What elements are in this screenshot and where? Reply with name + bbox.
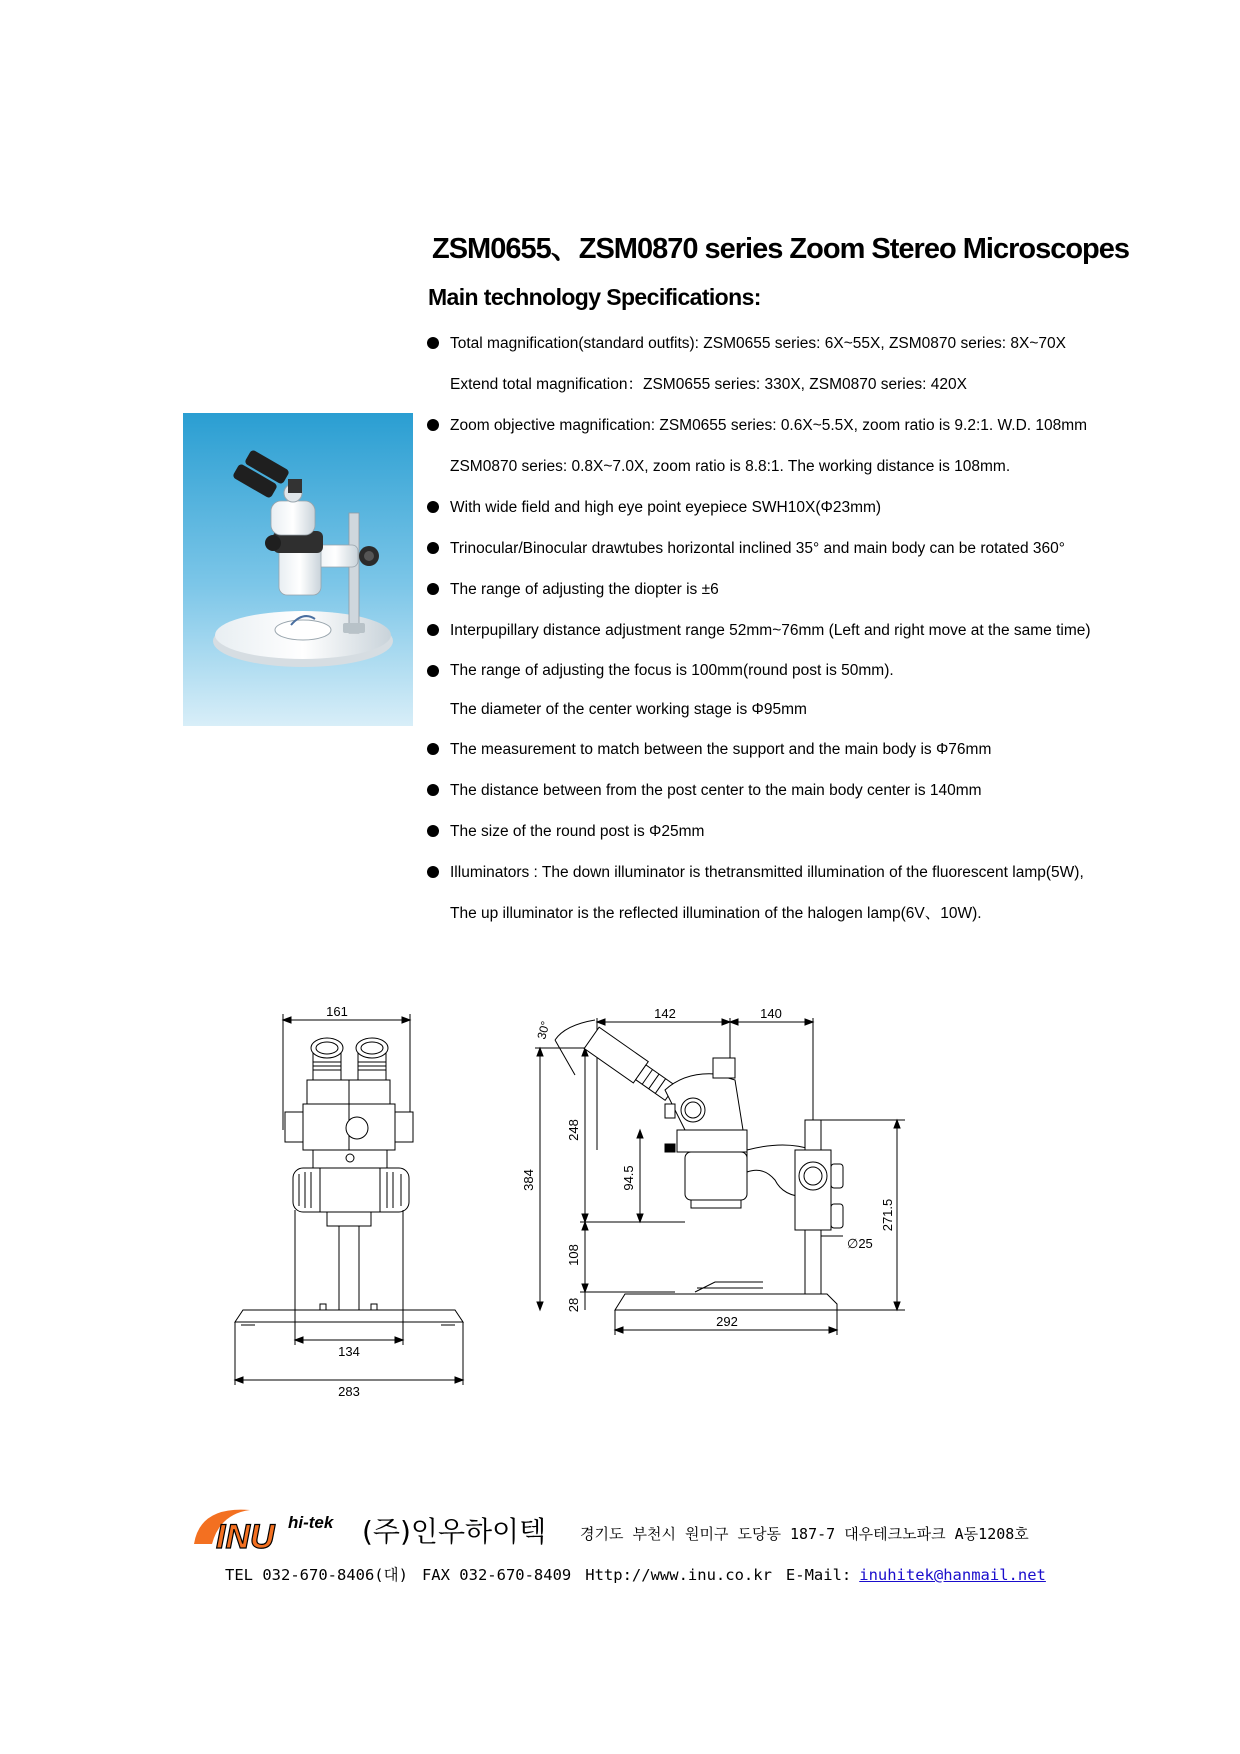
dim-label: 384	[521, 1169, 536, 1191]
dim-label: 142	[654, 1006, 676, 1021]
dim-label: 292	[716, 1314, 738, 1329]
company-address: 경기도 부천시 원미구 도당동 187-7 대우테크노파크 A동1208호	[580, 1525, 1029, 1543]
dim-label: 161	[326, 1004, 348, 1019]
dim-label: 283	[338, 1384, 360, 1399]
bullet-icon	[427, 419, 439, 431]
company-logo	[190, 1496, 355, 1556]
tel: TEL 032-670-8406(대)	[225, 1566, 408, 1584]
spec-item: The range of adjusting the focus is 100mm(round post is 50mm).	[422, 651, 1212, 690]
page-title: ZSM0655、ZSM0870 series Zoom Stereo Microscopes	[432, 233, 1130, 265]
dim-label: 28	[566, 1297, 581, 1313]
dim-label: 140	[760, 1006, 782, 1021]
spec-item: The up illuminator is the reflected illumination of the halogen lamp(6V、10W).	[450, 905, 982, 922]
dim-label: 271.5	[880, 1198, 895, 1232]
logo-text: INU	[216, 1518, 275, 1556]
spec-item: Trinocular/Binocular drawtubes horizontal inclined 35° and main body can be rotated 360°	[422, 528, 1212, 569]
email-link[interactable]: inuhitek@hanmail.net	[859, 1566, 1046, 1584]
logo-subtext: hi-tek	[288, 1513, 334, 1532]
product-photo	[183, 413, 413, 726]
spec-item: The measurement to match between the support and the main body is Φ76mm	[422, 729, 1212, 770]
bullet-icon	[427, 501, 439, 513]
bullet-icon	[427, 784, 439, 796]
spec-item: ZSM0870 series: 0.8X~7.0X, zoom ratio is 8.8:1. The working distance is 108mm.	[450, 458, 1011, 475]
spec-item: Zoom objective magnification: ZSM0655 series: 0.6X~5.5X, zoom ratio is 9.2:1. W.D. 108mm	[422, 405, 1212, 446]
dim-label: 30°	[534, 1019, 553, 1041]
bullet-icon	[427, 624, 439, 636]
website[interactable]: Http://www.inu.co.kr	[585, 1566, 772, 1584]
bullet-icon	[427, 743, 439, 755]
fax: FAX 032-670-8409	[421, 1566, 572, 1584]
email-label: E-Mail:	[785, 1566, 852, 1584]
dim-label: 134	[338, 1344, 360, 1359]
side-view	[521, 1006, 905, 1335]
bullet-icon	[427, 583, 439, 595]
dim-label: 108	[566, 1244, 581, 1266]
spec-item: With wide field and high eye point eyepiece SWH10X(Φ23mm)	[422, 487, 1212, 528]
spec-item: Interpupillary distance adjustment range 52mm~76mm (Left and right move at the same time)	[422, 610, 1212, 651]
section-heading: Main technology Specifications:	[428, 284, 761, 310]
bullet-icon	[427, 866, 439, 878]
spec-item: The size of the round post is Φ25mm	[422, 811, 1212, 852]
bullet-icon	[427, 542, 439, 554]
spec-item: The diameter of the center working stage is Φ95mm	[450, 701, 807, 718]
dim-label: ∅25	[847, 1236, 873, 1251]
bullet-icon	[427, 665, 439, 677]
spec-list	[422, 323, 1212, 934]
company-name: (주)인우하이텍	[362, 1515, 547, 1548]
front-view	[235, 1004, 463, 1399]
dim-label: 94.5	[621, 1165, 636, 1191]
contact-line	[225, 1563, 1060, 1585]
dim-label: 248	[566, 1119, 581, 1141]
bullet-icon	[427, 337, 439, 349]
spec-item: Illuminators : The down illuminator is thetransmitted illumination of the fluorescent lamp(5W),	[422, 852, 1212, 893]
spec-item: Extend total magnification：ZSM0655 series: 330X, ZSM0870 series: 420X	[450, 376, 967, 393]
bullet-icon	[427, 825, 439, 837]
spec-item: Total magnification(standard outfits): ZSM0655 series: 6X~55X, ZSM0870 series: 8X~70X	[422, 323, 1212, 364]
spec-item: The distance between from the post center to the main body center is 140mm	[422, 770, 1212, 811]
spec-item: The range of adjusting the diopter is ±6	[422, 569, 1212, 610]
dimension-drawing	[215, 1000, 955, 1430]
